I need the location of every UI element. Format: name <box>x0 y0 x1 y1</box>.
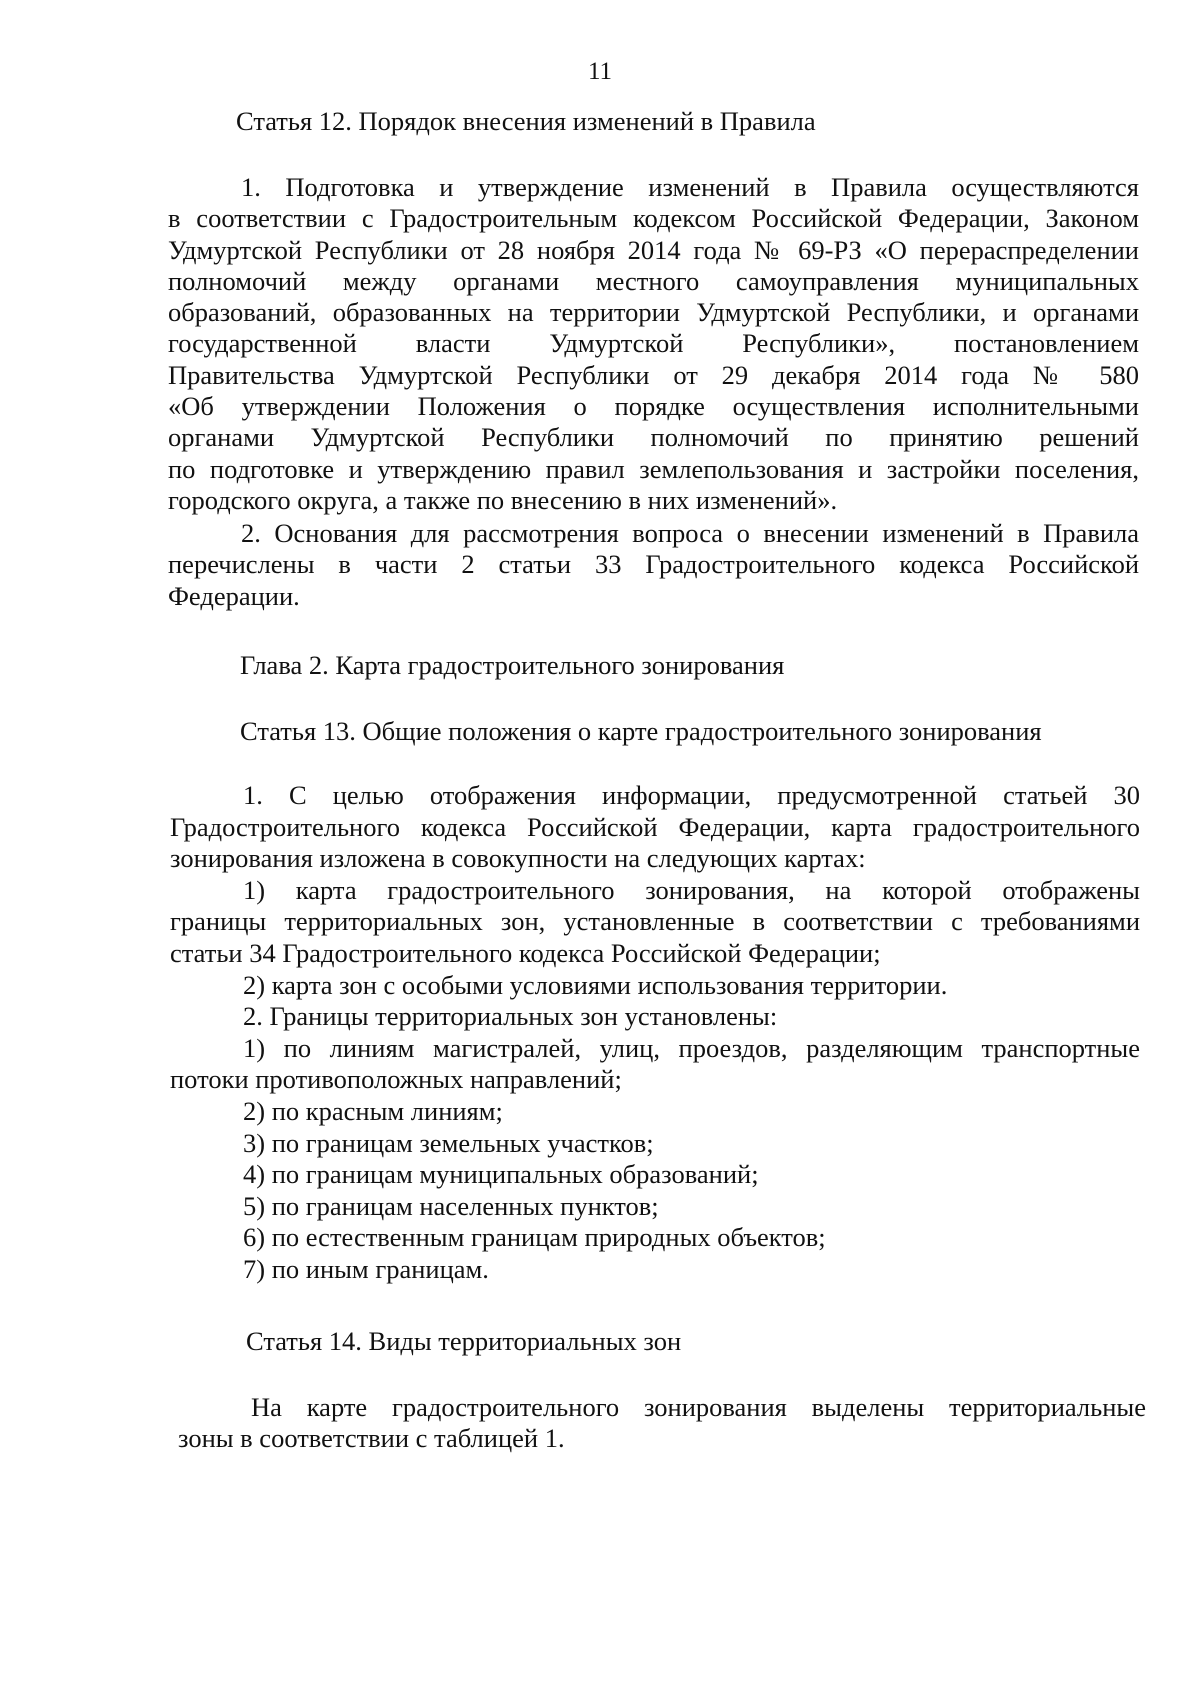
article-12-paragraph-2 <box>168 518 1139 612</box>
list-item: 5) по границам населенных пунктов; <box>243 1190 659 1221</box>
list-item: 6) по естественным границам природных объектов; <box>243 1222 826 1253</box>
text-line: полномочий между органами местного самоуправления муниципальных <box>168 265 1139 296</box>
list-item: 2) карта зон с особыми условиями использования территории. <box>243 969 948 1000</box>
article-14-title: Статья 14. Виды территориальных зон <box>246 1326 682 1356</box>
article-13-title: Статья 13. Общие положения о карте градостроительного зонирования <box>240 716 1042 746</box>
list-item: 3) по границам земельных участков; <box>243 1127 654 1158</box>
text-line: Правительства Удмуртской Республики от 29 декабря 2014 года № 580 <box>168 359 1139 390</box>
list-item: 1) карта градостроительного зонирования, на которой отображены <box>243 874 1140 905</box>
list-item: 1) по линиям магистралей, улиц, проездов, разделяющим транспортные <box>243 1032 1140 1063</box>
text-line: 1. Подготовка и утверждение изменений в Правила осуществляются <box>241 172 1139 202</box>
list-item: 4) по границам муниципальных образований; <box>243 1159 759 1190</box>
text-line: потоки противоположных направлений; <box>170 1064 622 1095</box>
text-line: «Об утверждении Положения о порядке осуществления исполнительными <box>168 391 1139 422</box>
text-line: в соответствии с Градостроительным кодексом Российской Федерации, Законом <box>168 203 1139 234</box>
text-line: 1. С целью отображения информации, предусмотренной статьей 30 <box>243 780 1140 810</box>
page-number: 11 <box>587 58 613 85</box>
article-12-paragraph-1 <box>168 172 1139 516</box>
text-line: зоны в соответствии с таблицей 1. <box>178 1423 565 1454</box>
text-line: органами Удмуртской Республики полномочий по принятию решений <box>168 422 1139 453</box>
text-line: городского округа, а также по внесению в них изменений». <box>168 484 838 515</box>
text-line: перечислены в части 2 статьи 33 Градостроительного кодекса Российской <box>168 549 1139 580</box>
text-line: Федерации. <box>168 580 300 611</box>
article-13-body <box>170 780 1140 1286</box>
text-line: статьи 34 Градостроительного кодекса Российской Федерации; <box>170 937 881 968</box>
list-item: 2) по красным линиям; <box>243 1095 503 1126</box>
text-line: по подготовке и утверждению правил землепользования и застройки поселения, <box>168 453 1139 484</box>
text-line: государственной власти Удмуртской Республики», постановлением <box>168 328 1139 359</box>
text-line: образований, образованных на территории Удмуртской Республики, и органами <box>168 297 1139 328</box>
list-item: 2. Границы территориальных зон установлены: <box>243 1001 778 1032</box>
text-line: 2. Основания для рассмотрения вопроса о внесении изменений в Правила <box>241 518 1139 548</box>
chapter-2-title: Глава 2. Карта градостроительного зонирования <box>240 650 785 680</box>
text-line: Градостроительного кодекса Российской Федерации, карта градостроительного <box>170 811 1140 842</box>
list-item: 7) по иным границам. <box>243 1253 489 1284</box>
article-14-paragraph-1 <box>178 1392 1146 1455</box>
text-line: границы территориальных зон, установленные в соответствии с требованиями <box>170 906 1140 937</box>
text-line: На карте градостроительного зонирования выделены территориальные <box>251 1392 1146 1422</box>
text-line: Удмуртской Республики от 28 ноября 2014 года № 69-РЗ «О перераспределении <box>168 234 1139 265</box>
text-line: зонирования изложена в совокупности на следующих картах: <box>170 843 866 874</box>
article-12-title: Статья 12. Порядок внесения изменений в Правила <box>236 106 816 136</box>
